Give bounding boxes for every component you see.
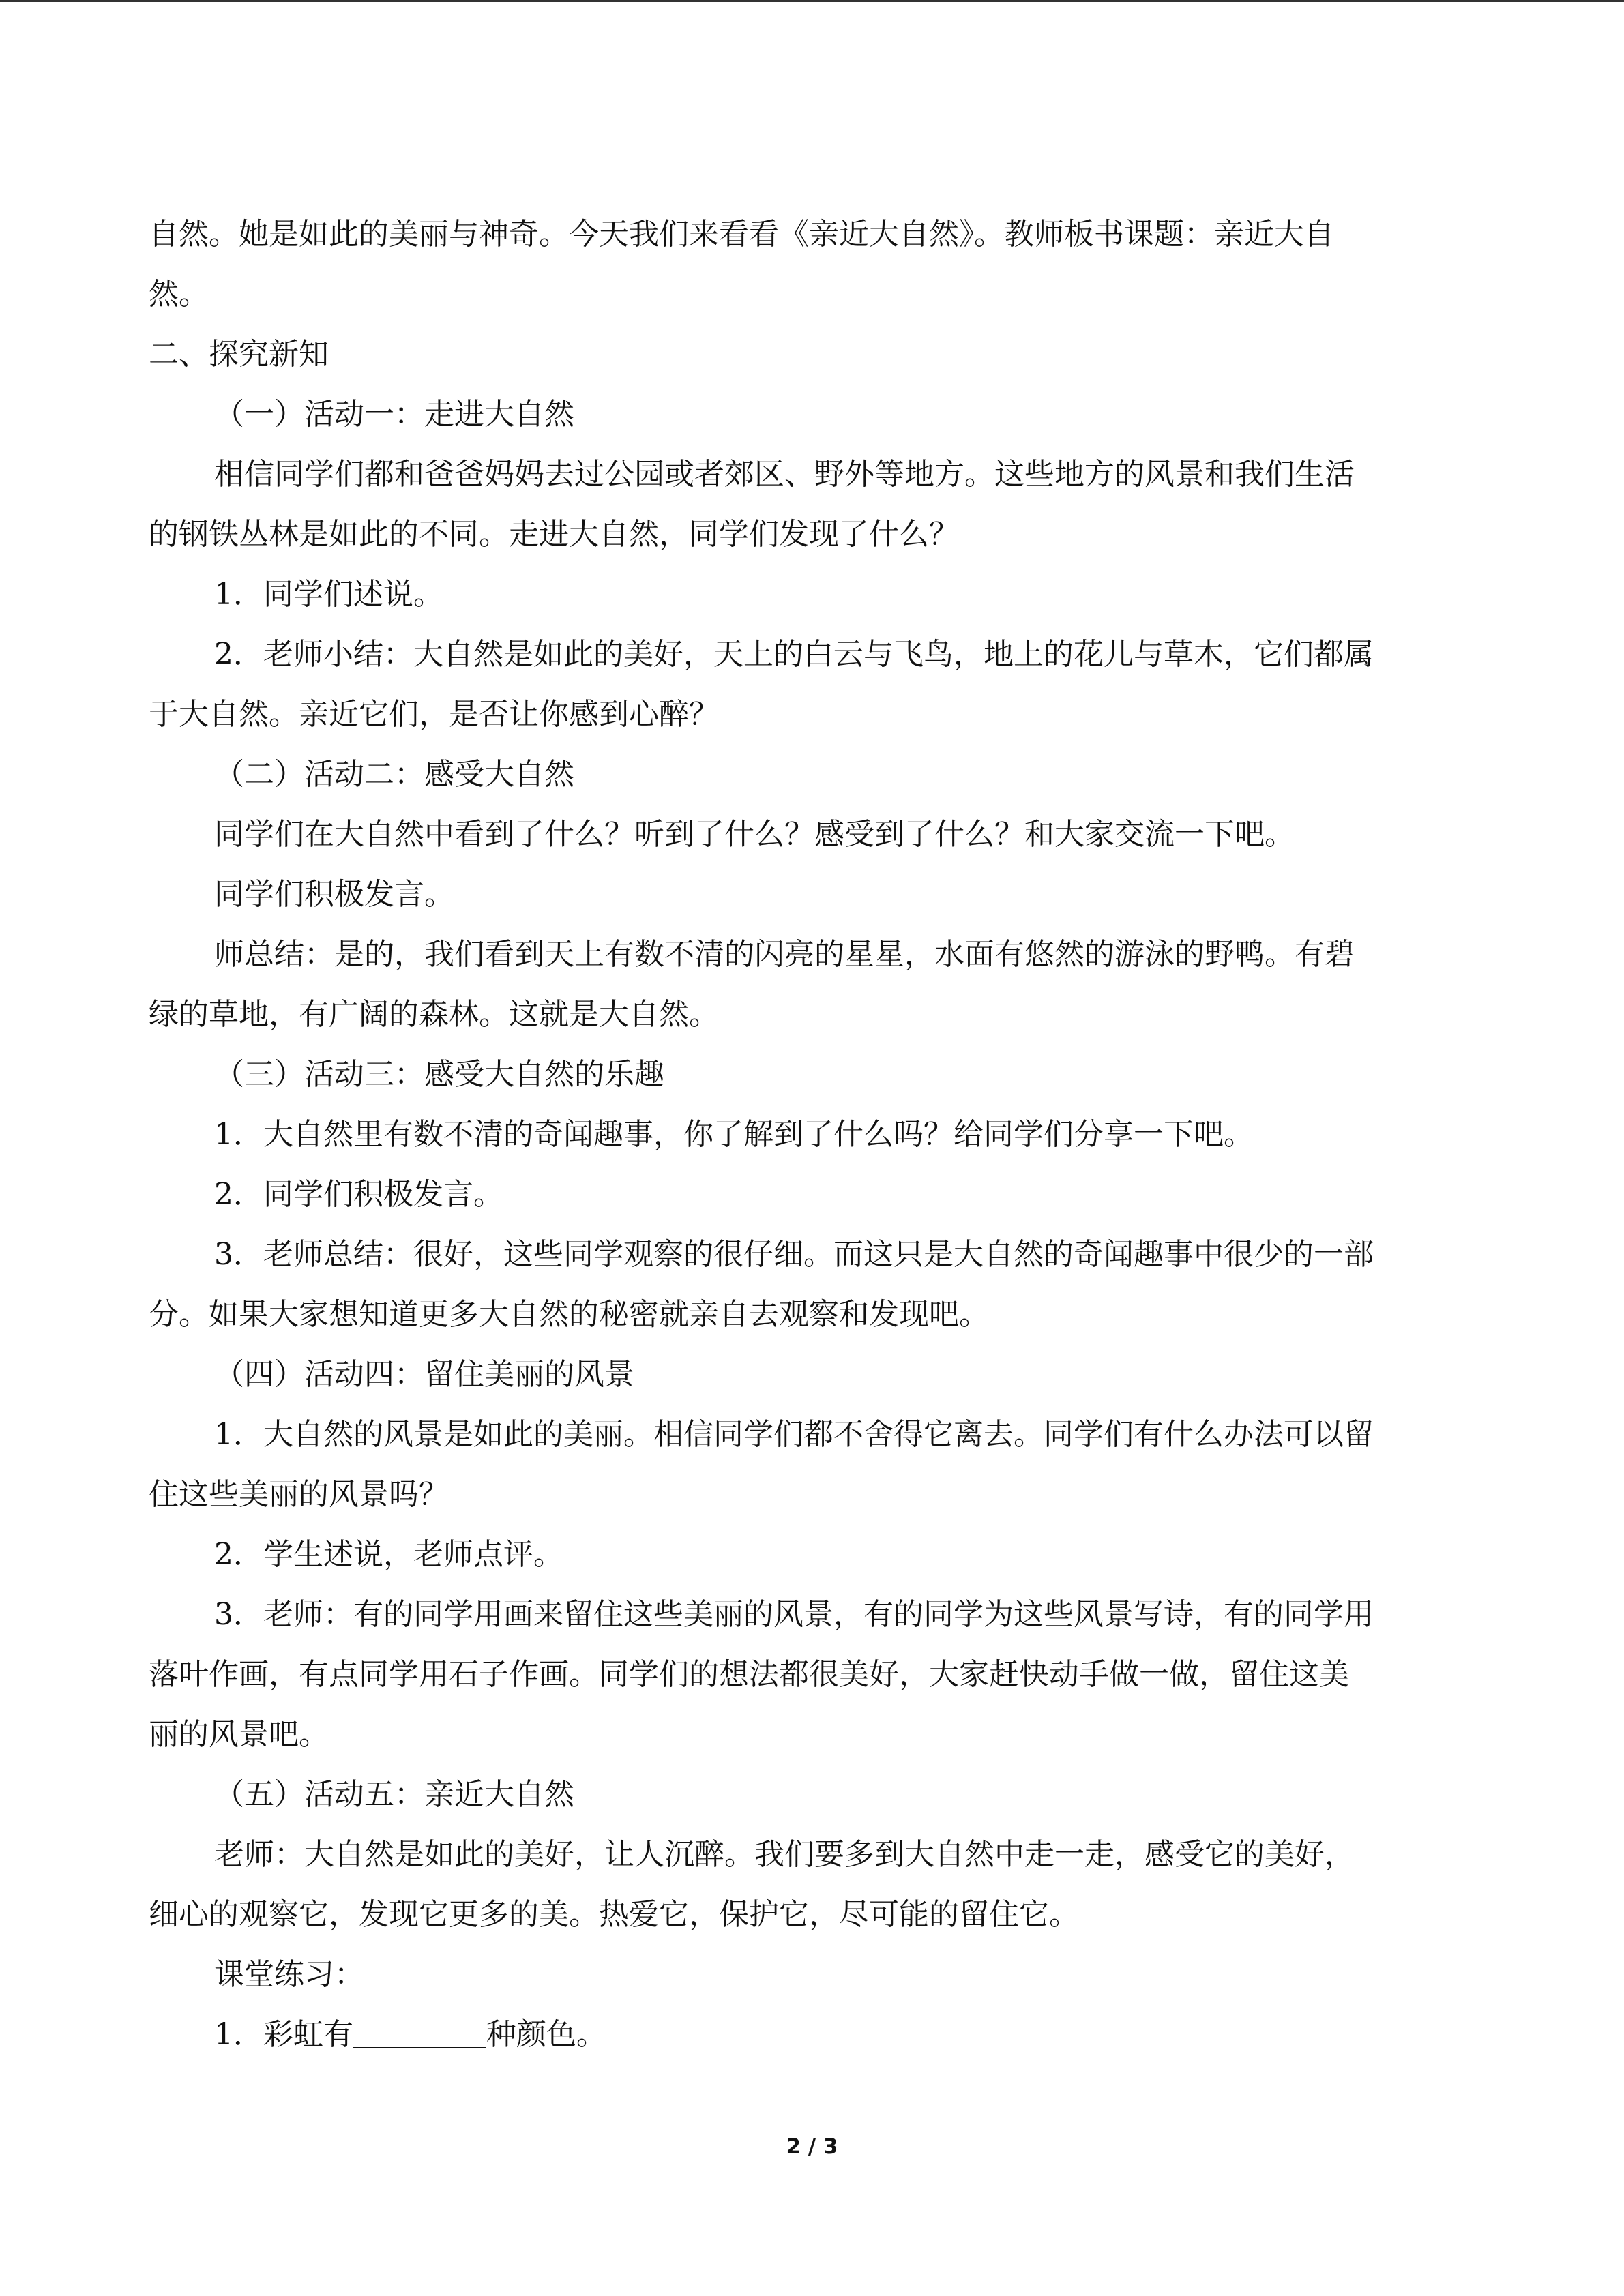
exercise-heading: 课堂练习：: [214, 1957, 364, 1992]
paragraph-line: 落叶作画，有点同学用石子作画。同学们的想法都很美好，大家赶快动手做一做，留住这美: [149, 1657, 1349, 1692]
paragraph-line: 同学们积极发言。: [214, 877, 454, 912]
paragraph-line: 自然。她是如此的美丽与神奇。今天我们来看看《亲近大自然》。教师板书课题：亲近大自: [149, 217, 1334, 252]
paragraph-line: 细心的观察它，发现它更多的美。热爱它，保护它，尽可能的留住它。: [149, 1897, 1079, 1932]
paragraph-line: 绿的草地，有广阔的森林。这就是大自然。: [149, 997, 719, 1032]
activity-heading: （五）活动五：亲近大自然: [214, 1777, 574, 1812]
activity-heading: （一）活动一：走进大自然: [214, 397, 574, 432]
section-heading: 二、探究新知: [149, 337, 329, 372]
paragraph-line: 相信同学们都和爸爸妈妈去过公园或者郊区、野外等地方。这些地方的风景和我们生活: [214, 457, 1355, 492]
paragraph-line: 于大自然。亲近它们，是否让你感到心醉？: [149, 697, 719, 732]
exercise-question-prefix: 1．彩虹有: [214, 2017, 353, 2052]
list-item: 3．老师：有的同学用画来留住这些美丽的风景，有的同学为这些风景写诗，有的同学用: [214, 1597, 1374, 1632]
activity-heading: （二）活动二：感受大自然: [214, 757, 574, 792]
paragraph-line: 住这些美丽的风景吗？: [149, 1477, 449, 1512]
list-item: 2．同学们积极发言。: [214, 1177, 503, 1212]
paragraph-line: 同学们在大自然中看到了什么？听到了什么？感受到了什么？和大家交流一下吧。: [214, 817, 1295, 852]
document-body: [149, 205, 1475, 2065]
activity-heading: （四）活动四：留住美丽的风景: [214, 1357, 634, 1392]
activity-heading: （三）活动三：感受大自然的乐趣: [214, 1057, 664, 1092]
paragraph-line: 分。如果大家想知道更多大自然的秘密就亲自去观察和发现吧。: [149, 1297, 989, 1332]
paragraph-line: 的钢铁丛林是如此的不同。走进大自然，同学们发现了什么？: [149, 517, 959, 552]
list-item: 3．老师总结：很好，这些同学观察的很仔细。而这只是大自然的奇闻趣事中很少的一部: [214, 1237, 1374, 1272]
page-number: 2 / 3: [786, 2134, 838, 2159]
fill-in-blank: [353, 2017, 486, 2048]
list-item: 1．大自然的风景是如此的美丽。相信同学们都不舍得它离去。同学们有什么办法可以留: [214, 1417, 1374, 1452]
paragraph-line: 师总结：是的，我们看到天上有数不清的闪亮的星星，水面有悠然的游泳的野鸭。有碧: [214, 937, 1355, 972]
list-item: 2．老师小结：大自然是如此的美好，天上的白云与飞鸟，地上的花儿与草木，它们都属: [214, 637, 1374, 672]
page-top-border: [0, 0, 1624, 2]
list-item: 1．大自然里有数不清的奇闻趣事，你了解到了什么吗？给同学们分享一下吧。: [214, 1117, 1254, 1152]
list-item: 2．学生述说，老师点评。: [214, 1537, 563, 1572]
exercise-question: [149, 2005, 1475, 2065]
paragraph-line: 老师：大自然是如此的美好，让人沉醉。我们要多到大自然中走一走，感受它的美好，: [214, 1837, 1355, 1872]
exercise-question-suffix: 种颜色。: [486, 2017, 606, 2052]
paragraph-line: 然。: [149, 277, 209, 312]
list-item: 1．同学们述说。: [214, 577, 443, 612]
paragraph-line: 丽的风景吧。: [149, 1717, 329, 1752]
